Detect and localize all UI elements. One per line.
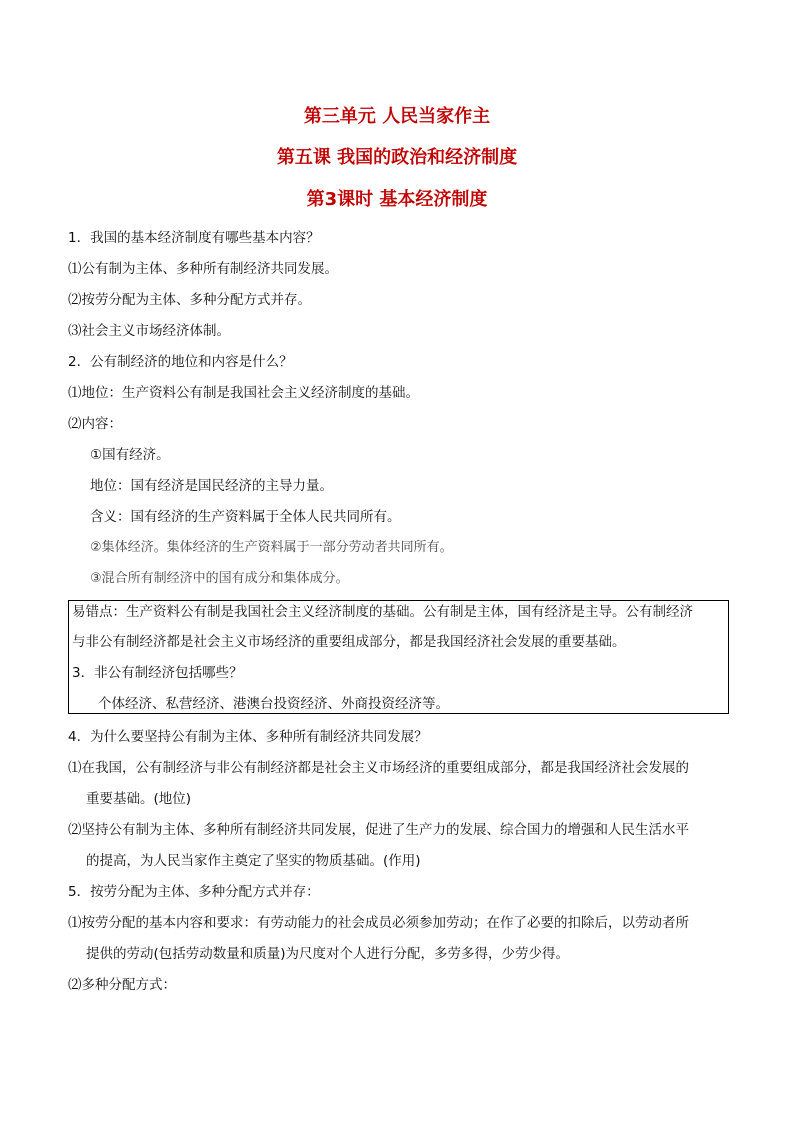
question-4: 4．为什么要坚持公有制为主体、多种所有制经济共同发展？: [68, 729, 428, 745]
period-title: 第3课时 基本经济制度: [306, 189, 488, 210]
answer-4-2-line-2: 的提高，为人民当家作主奠定了坚实的物质基础。(作用): [86, 853, 421, 869]
answer-2-2-item-2: ②集体经济。集体经济的生产资料属于一部分劳动者共同所有。: [90, 540, 453, 555]
question-2: 2．公有制经济的地位和内容是什么？: [68, 354, 293, 370]
answer-2-2: ⑵内容：: [68, 416, 122, 432]
answer-5-2: ⑵多种分配方式：: [68, 977, 176, 993]
answer-5-1-line-1: ⑴按劳分配的基本内容和要求：有劳动能力的社会成员必须参加劳动；在作了必要的扣除后，以劳动者所: [68, 915, 689, 931]
answer-5-1-line-2: 提供的劳动(包括劳动数量和质量)为尺度对个人进行分配，多劳多得，少劳少得。: [86, 946, 570, 962]
answer-2-1: ⑴地位：生产资料公有制是我国社会主义经济制度的基础。: [68, 385, 419, 401]
answer-1-3: ⑶社会主义市场经济体制。: [68, 323, 230, 339]
answer-2-2-item-1-status: 地位：国有经济是国民经济的主导力量。: [90, 478, 333, 494]
answer-4-2-line-1: ⑵坚持公有制为主体、多种所有制经济共同发展，促进了生产力的发展、综合国力的增强和人民生活水平: [68, 822, 689, 838]
unit-title: 第三单元 人民当家作主: [303, 106, 491, 127]
answer-3: 个体经济、私营经济、港澳台投资经济、外商投资经济等。: [98, 696, 449, 712]
question-3: 3．非公有制经济包括哪些？: [72, 665, 243, 681]
answer-2-2-item-1-meaning: 含义：国有经济的生产资料属于全体人民共同所有。: [90, 509, 401, 525]
note-box-line-2: 与非公有制经济都是社会主义市场经济的重要组成部分，都是我国经济社会发展的重要基础。: [72, 634, 626, 650]
answer-4-1-line-1: ⑴在我国，公有制经济与非公有制经济都是社会主义市场经济的重要组成部分，都是我国经济社会发展的: [68, 760, 689, 776]
note-box-line-1: 易错点：生产资料公有制是我国社会主义经济制度的基础。公有制是主体，国有经济是主导。公有制经济: [72, 604, 693, 620]
answer-1-2: ⑵按劳分配为主体、多种分配方式并存。: [68, 292, 311, 308]
lesson-title: 第五课 我国的政治和经济制度: [276, 147, 518, 168]
question-1: 1．我国的基本经济制度有哪些基本内容？: [68, 230, 320, 246]
question-5: 5．按劳分配为主体、多种分配方式并存：: [68, 884, 320, 900]
answer-2-2-item-3: ③混合所有制经济中的国有成分和集体成分。: [90, 571, 349, 586]
answer-2-2-item-1: ①国有经济。: [90, 447, 170, 463]
answer-4-1-line-2: 重要基础。(地位): [86, 791, 192, 807]
answer-1-1: ⑴公有制为主体、多种所有制经济共同发展。: [68, 261, 338, 277]
